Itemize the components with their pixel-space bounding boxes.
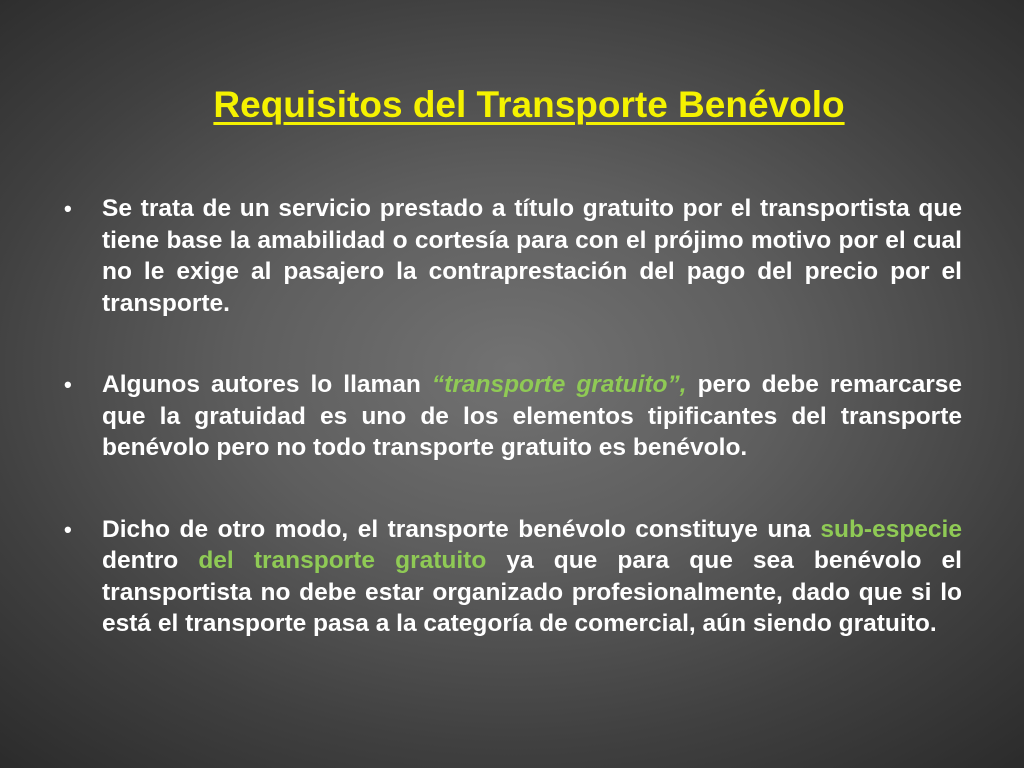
bullet-text: Dicho de otro modo, el transporte benévolo constituye una [102, 515, 821, 543]
bullet-text: pero debe remarcarse que la gratuidad es uno de los elementos tipificantes del transporte benévolo pero no todo transporte gratuito es benévolo. [102, 371, 962, 461]
bullet-text: ya que para que sea benévolo el transportista no debe estar organizado profesionalmente, dado que si lo está el transporte pasa a la categoría de comercial, aún siendo gratuito. [102, 547, 962, 637]
bullet-text: Algunos autores lo llaman [102, 371, 432, 398]
bullet-text: Se trata de un servicio prestado a título gratuito por el transportista que tiene base la amabilidad o cortesía para con el prójimo motivo por el cual no le exige al pasajero la contraprestación del pago del precio por el transporte. [102, 195, 962, 317]
slide-title: Requisitos del Transporte Benévolo [213, 84, 845, 125]
bullet-item-2 [62, 369, 962, 464]
bullet-item-3 [62, 514, 962, 640]
bullet-item-1 [62, 193, 962, 319]
highlight-text: sub-especie [820, 515, 962, 543]
bullet-list [62, 193, 962, 640]
bullet-text: dentro [102, 547, 199, 574]
highlight-text: del transporte gratuito [198, 547, 487, 574]
bullet-dot-icon: • [64, 372, 72, 397]
highlight-italic-text: “transporte gratuito”, [431, 371, 687, 398]
bullet-dot-icon: • [64, 196, 72, 221]
bullet-dot-icon: • [64, 516, 72, 542]
